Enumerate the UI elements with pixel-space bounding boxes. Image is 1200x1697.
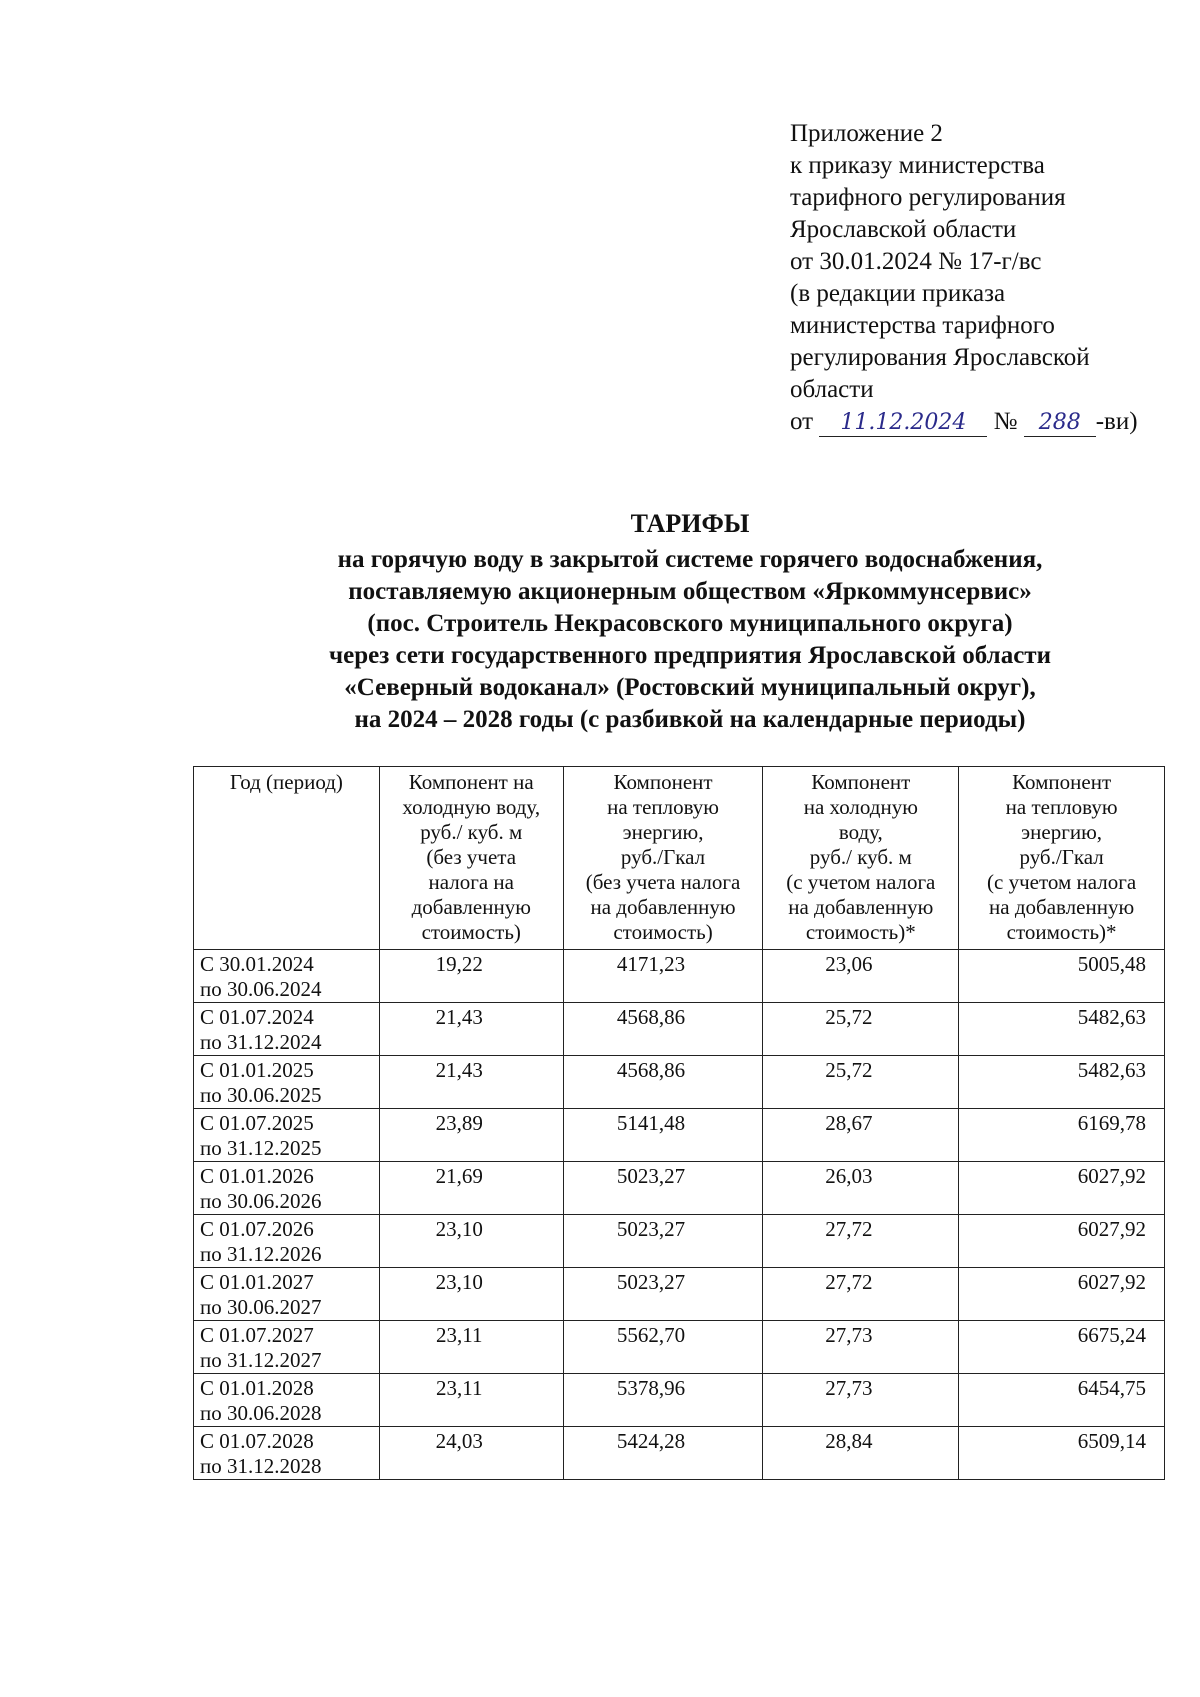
table-row [194,1427,1165,1480]
cell-heat-vat: 5482,63 [959,1003,1165,1056]
table-row [194,1215,1165,1268]
cell-heat-no-vat: 5141,48 [563,1109,763,1162]
cell-heat-vat: 5005,48 [959,950,1165,1003]
header-line: стоимость) [421,920,521,944]
header-line: на добавленную [989,895,1135,919]
cell-period [194,1003,380,1056]
cell-heat-vat: 6027,92 [959,1162,1165,1215]
table-row [194,1109,1165,1162]
cell-heat-no-vat: 5023,27 [563,1162,763,1215]
cell-cold-vat: 25,72 [763,1056,959,1109]
document-title-block [190,508,1190,736]
period-line: С 01.07.2028 [200,1429,314,1453]
cell-cold-no-vat: 19,22 [379,950,563,1003]
cell-cold-vat: 27,73 [763,1374,959,1427]
cell-cold-no-vat: 21,43 [379,1056,563,1109]
header-line: налога на [428,870,514,894]
period-line: С 01.07.2027 [200,1323,314,1347]
header-line: Компонент [1012,770,1112,794]
handwritten-date: 11.12.2024 [819,410,987,437]
cell-heat-no-vat: 4171,23 [563,950,763,1003]
cell-heat-no-vat: 4568,86 [563,1056,763,1109]
title-line: через сети государственного предприятия Ярославской области [329,642,1051,669]
cell-period [194,1109,380,1162]
appendix-line: к приказу министерства [790,152,1045,179]
header-line: энергию, [1021,820,1103,844]
period-line: по 30.06.2025 [200,1083,322,1107]
period-line: С 01.01.2028 [200,1376,314,1400]
appendix-line: области [790,376,874,403]
header-line: (с учетом налога [786,870,936,894]
table-row [194,1056,1165,1109]
title-line: (пос. Строитель Некрасовского муниципального округа) [367,610,1013,637]
cell-period [194,1162,380,1215]
header-line: Компонент на [408,770,534,794]
header-line: (без учета [426,845,517,869]
header-line: Компонент [811,770,911,794]
cell-heat-no-vat: 5023,27 [563,1215,763,1268]
cell-period [194,1056,380,1109]
header-line: холодную воду, [402,795,541,819]
header-line: воду, [838,820,883,844]
cell-cold-vat: 28,84 [763,1427,959,1480]
appendix-line: Приложение 2 [790,120,943,147]
table-row [194,1268,1165,1321]
header-line: на тепловую [1005,795,1118,819]
cell-cold-vat: 26,03 [763,1162,959,1215]
appendix-line: тарифного регулирования [790,184,1066,211]
title-line: поставляемую акционерным обществом «Яркоммунсервис» [348,578,1032,605]
header-line: на добавленную [788,895,934,919]
cell-heat-vat: 6509,14 [959,1427,1165,1480]
cell-period [194,1268,380,1321]
cell-cold-vat: 27,72 [763,1215,959,1268]
signature-prefix: от [790,408,814,435]
cell-period [194,1374,380,1427]
cell-cold-no-vat: 23,89 [379,1109,563,1162]
header-cold-no-vat [379,767,563,950]
appendix-line: регулирования Ярославской [790,344,1090,371]
table-row [194,1321,1165,1374]
appendix-block [790,118,1170,438]
cell-cold-vat: 25,72 [763,1003,959,1056]
cell-cold-vat: 28,67 [763,1109,959,1162]
period-line: С 01.01.2027 [200,1270,314,1294]
header-line: энергию, [622,820,704,844]
cell-cold-no-vat: 23,10 [379,1268,563,1321]
header-heat-no-vat [563,767,763,950]
header-heat-vat [959,767,1165,950]
period-line: по 30.06.2027 [200,1295,322,1319]
cell-period [194,1321,380,1374]
period-line: по 30.06.2026 [200,1189,322,1213]
header-line: стоимость)* [805,920,916,944]
tariffs-table [193,766,1165,1480]
cell-heat-vat: 6169,78 [959,1109,1165,1162]
cell-cold-no-vat: 23,11 [379,1321,563,1374]
cell-heat-no-vat: 5424,28 [563,1427,763,1480]
header-line: Компонент [613,770,713,794]
header-line: стоимость)* [1006,920,1117,944]
header-line: стоимость) [613,920,713,944]
period-line: по 31.12.2027 [200,1348,322,1372]
cell-heat-vat: 6454,75 [959,1374,1165,1427]
table-body [194,950,1165,1480]
header-line: руб./ куб. м [420,820,523,844]
document-title: ТАРИФЫ [630,509,750,538]
number-sign: № [993,408,1018,435]
period-line: С 01.07.2024 [200,1005,314,1029]
table-row [194,1162,1165,1215]
cell-heat-no-vat: 5023,27 [563,1268,763,1321]
cell-heat-no-vat: 5562,70 [563,1321,763,1374]
period-line: С 01.07.2026 [200,1217,314,1241]
cell-cold-no-vat: 23,10 [379,1215,563,1268]
cell-heat-vat: 6675,24 [959,1321,1165,1374]
cell-heat-vat: 5482,63 [959,1056,1165,1109]
period-line: по 31.12.2025 [200,1136,322,1160]
period-line: по 30.06.2024 [200,977,322,1001]
appendix-line: министерства тарифного [790,312,1055,339]
cell-cold-vat: 27,72 [763,1268,959,1321]
cell-cold-no-vat: 24,03 [379,1427,563,1480]
cell-period [194,1427,380,1480]
cell-heat-no-vat: 5378,96 [563,1374,763,1427]
period-line: по 30.06.2028 [200,1401,322,1425]
period-line: С 01.01.2026 [200,1164,314,1188]
header-line: руб./ куб. м [809,845,912,869]
signature-suffix: -ви) [1095,408,1138,435]
appendix-line: Ярославской области [790,216,1017,243]
table-row [194,1003,1165,1056]
table-row [194,1374,1165,1427]
period-line: по 31.12.2028 [200,1454,322,1478]
cell-cold-vat: 23,06 [763,950,959,1003]
header-period [194,767,380,950]
title-line: на горячую воду в закрытой системе горячего водоснабжения, [337,546,1043,573]
period-line: по 31.12.2026 [200,1242,322,1266]
cell-heat-vat: 6027,92 [959,1215,1165,1268]
header-cold-vat [763,767,959,950]
cell-cold-no-vat: 21,43 [379,1003,563,1056]
header-line: на добавленную [590,895,736,919]
period-line: С 30.01.2024 [200,952,314,976]
header-line: добавленную [411,895,531,919]
cell-period [194,950,380,1003]
header-line: на тепловую [607,795,719,819]
period-line: С 01.07.2025 [200,1111,314,1135]
table-header-row [194,767,1165,950]
cell-cold-no-vat: 23,11 [379,1374,563,1427]
cell-cold-no-vat: 21,69 [379,1162,563,1215]
period-line: по 31.12.2024 [200,1030,322,1054]
header-line: руб./Гкал [1019,845,1104,869]
appendix-line: (в редакции приказа [790,280,1006,307]
period-line: С 01.01.2025 [200,1058,314,1082]
header-line: руб./Гкал [620,845,706,869]
header-line: на холодную [803,795,918,819]
cell-period [194,1215,380,1268]
title-line: на 2024 – 2028 годы (с разбивкой на календарные периоды) [354,706,1026,733]
header-line: (с учетом налога [987,870,1137,894]
cell-heat-vat: 6027,92 [959,1268,1165,1321]
handwritten-number: 288 [1024,410,1096,437]
signature-line [790,406,1170,438]
table-row [194,950,1165,1003]
cell-cold-vat: 27,73 [763,1321,959,1374]
appendix-line: от 30.01.2024 № 17-г/вс [790,248,1042,275]
header-line: Год (период) [229,770,343,794]
title-line: «Северный водоканал» (Ростовский муниципальный округ), [344,674,1036,701]
header-line: (без учета налога [585,870,741,894]
cell-heat-no-vat: 4568,86 [563,1003,763,1056]
